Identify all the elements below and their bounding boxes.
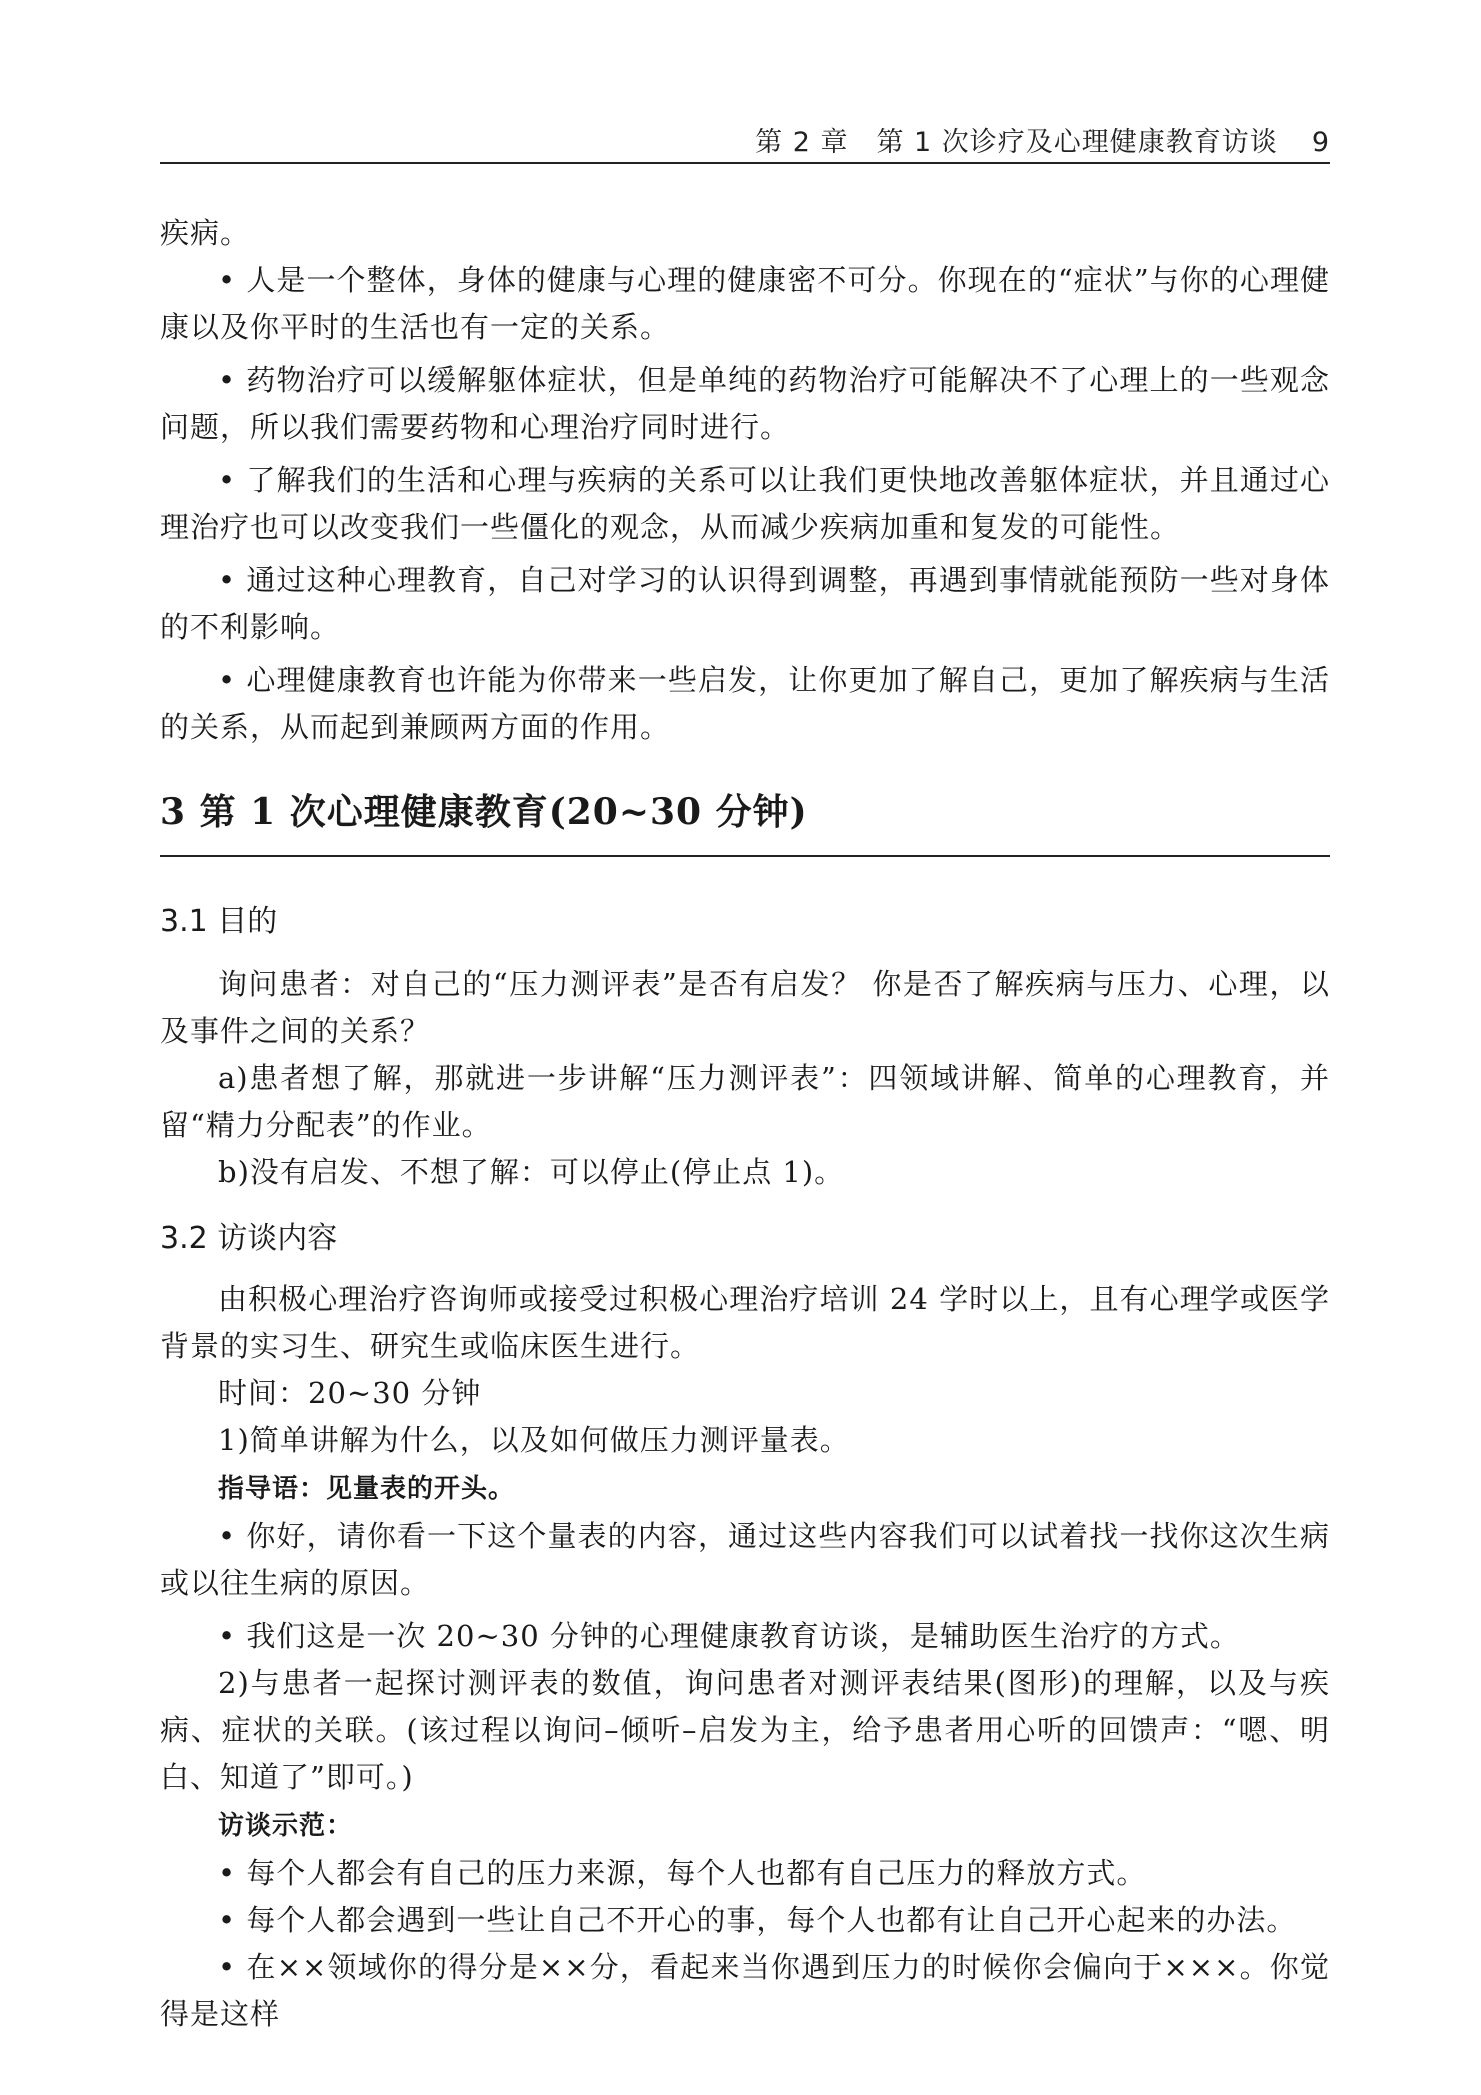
bullet-item: • 在××领域你的得分是××分，看起来当你遇到压力的时候你会偏向于×××。你觉得是这样 — [160, 1950, 1330, 2031]
paragraph: 询问患者：对自己的“压力测评表”是否有启发？ 你是否了解疾病与压力、心理，以及事件之间的关系？ — [160, 967, 1330, 1048]
subsection-heading-content: 3.2 访谈内容 — [160, 1221, 338, 1256]
page-body — [160, 210, 1330, 2038]
page-number: 9 — [1311, 127, 1330, 158]
section-heading: 3 第 1 次心理健康教育(20~30 分钟) — [160, 787, 1330, 857]
demo-label — [160, 1801, 1330, 1850]
bullet-item: • 每个人都会遇到一些让自己不开心的事，每个人也都有让自己开心起来的办法。 — [218, 1903, 1297, 1937]
subsection-heading-purpose: 3.1 目的 — [160, 904, 278, 939]
continued-text: 疾病。 — [160, 216, 251, 250]
bullet-item: • 我们这是一次 20~30 分钟的心理健康教育访谈，是辅助医生治疗的方式。 — [218, 1619, 1240, 1653]
bullet-item: • 你好，请你看一下这个量表的内容，通过这些内容我们可以试着找一找你这次生病或以往生病的原因。 — [160, 1519, 1330, 1600]
bullet-item: • 人是一个整体，身体的健康与心理的健康密不可分。你现在的“症状”与你的心理健康以及你平时的生活也有一定的关系。 — [160, 263, 1330, 344]
bullet-item: • 了解我们的生活和心理与疾病的关系可以让我们更快地改善躯体症状，并且通过心理治疗也可以改变我们一些僵化的观念，从而减少疾病加重和复发的可能性。 — [160, 463, 1330, 544]
bullet-item: • 药物治疗可以缓解躯体症状，但是单纯的药物治疗可能解决不了心理上的一些观念问题，所以我们需要药物和心理治疗同时进行。 — [160, 363, 1330, 444]
time-line: 时间：20~30 分钟 — [218, 1376, 482, 1410]
bullet-item: • 心理健康教育也许能为你带来一些启发，让你更加了解自己，更加了解疾病与生活的关系，从而起到兼顾两方面的作用。 — [160, 663, 1330, 744]
step-item: 1)简单讲解为什么，以及如何做压力测评量表。 — [218, 1423, 850, 1457]
header-text — [755, 120, 1330, 159]
paragraph: a)患者想了解，那就进一步讲解“压力测评表”：四领域讲解、简单的心理教育，并留“精力分配表”的作业。 — [160, 1061, 1330, 1142]
guide-label — [160, 1464, 1330, 1513]
paragraph: b)没有启发、不想了解：可以停止(停止点 1)。 — [218, 1155, 845, 1189]
bullet-item: • 每个人都会有自己的压力来源，每个人也都有自己压力的释放方式。 — [218, 1856, 1147, 1890]
bullet-item: • 通过这种心理教育，自己对学习的认识得到调整，再遇到事情就能预防一些对身体的不利影响。 — [160, 563, 1330, 644]
running-header — [160, 112, 1330, 164]
step-item: 2)与患者一起探讨测评表的数值，询问患者对测评表结果(图形)的理解，以及与疾病、症状的关联。(该过程以询问–倾听–启发为主，给予患者用心听的回馈声：“嗯、明白、知道了”即可。) — [160, 1666, 1330, 1794]
demo-text: 访谈示范： — [218, 1811, 354, 1841]
chapter-title: 第 2 章 第 1 次诊疗及心理健康教育访谈 — [755, 127, 1278, 158]
guide-text: 指导语：见量表的开头。 — [218, 1474, 516, 1504]
paragraph: 由积极心理治疗咨询师或接受过积极心理治疗培训 24 学时以上，且有心理学或医学背景的实习生、研究生或临床医生进行。 — [160, 1282, 1330, 1363]
